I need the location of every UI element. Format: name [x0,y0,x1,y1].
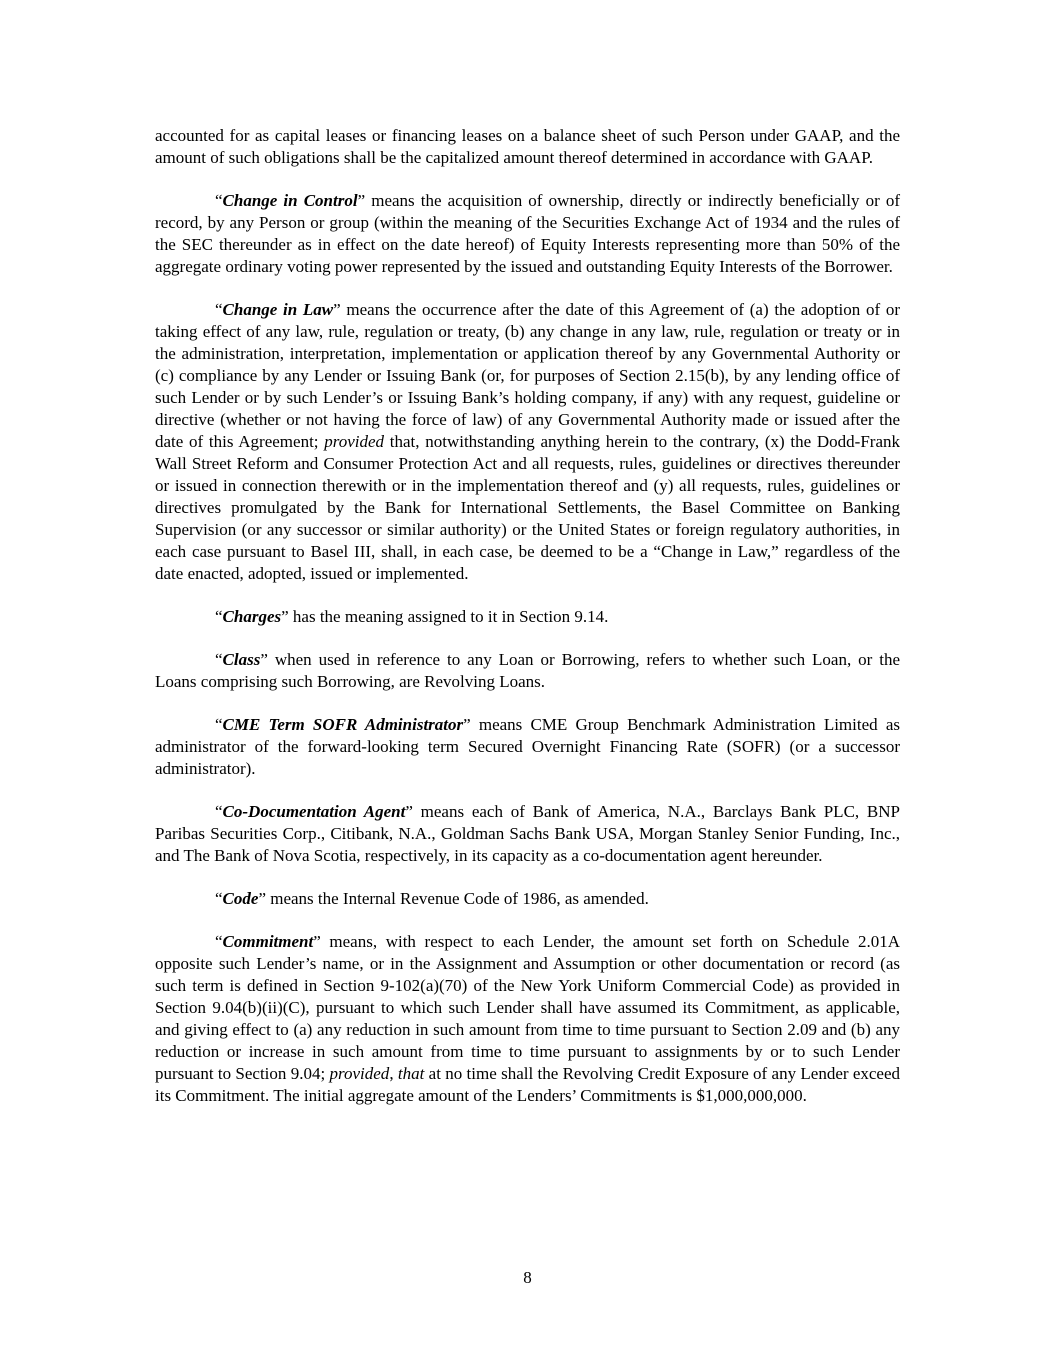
definition-text: means CME Group Benchmark Administration Limited as administrator of the forward-looking term Secured Overnight Financing Rate (SOFR) (or a successor administrator). [155,715,900,778]
definition-commitment: “Commitment” means, with respect to each Lender, the amount set forth on Schedule 2.01A opposite such Lender’s name, or in the Assignment and Assumption or other documentation or record (as such term is defined in Section 9-102(a)(70) of the New York Uniform Commercial Code) as provided in Section 9.04(b)(ii)(C), pursuant to which such Lender shall have assumed its Commitment, as applicable, and giving effect to (a) any reduction in such amount from time to time pursuant to Section 2.09 and (b) any reduction or increase in such amount from time to time pursuant to assignments by or to such Lender pursuant to Section 9.04; provided, that at no time shall the Revolving Credit Exposure of any Lender exceed its Commitment. The initial aggregate amount of the Lenders’ Commitments is $1,000,000,000. [155,932,901,1105]
definition-charges: “Charges” has the meaning assigned to it in Section 9.14. [215,607,609,626]
defined-term: Change in Control [222,191,358,210]
definition-class: “Class” when used in reference to any Loan or Borrowing, refers to whether such Loan, or the Loans comprising such Borrowing, are Revolving Loans. [155,650,900,691]
italic-that: that [397,1064,425,1083]
defined-term: Class [222,650,261,669]
definition-text: means the occurrence after the date of this Agreement of (a) the adoption of or taking effect of any law, rule, regulation or treaty, (b) any change in any law, rule, regulation or treaty or in the administration, interpretation, implementation or application thereof by any Governmental Authority or (c) compliance by any Lender or Issuing Bank (or, for purposes of Section 2.15(b), by any lending office of such Lender or by such Lender’s or Issuing Bank’s holding company, if any) with any request, guideline or directive (whether or not having the force of law) of any Governmental Authority made or issued after the date of this Agreement; [155,300,900,451]
defined-term: Co-Documentation Agent [222,802,406,821]
defined-term: Code [222,889,259,908]
definition-text: means the Internal Revenue Code of 1986, as amended. [265,889,649,908]
definition-text: that, notwithstanding anything herein to the contrary, (x) the Dodd-Frank Wall Street Reform and Consumer Protection Act and all requests, rules, guidelines or directives thereunder or issued in connection therewith or in the implementation thereof and (y) all requests, rules, guidelines or directives promulgated by the Bank for International Settlements, the Basel Committee on Banking Supervision (or any successor or similar authority) or the United States or foreign regulatory authorities, in each case pursuant to Basel III, shall, in each case, be deemed to be a “Change in Law,” regardless of the date enacted, adopted, issued or implemented. [155,432,900,583]
definition-text: means each of Bank of America, N.A., Barclays Bank PLC, BNP Paribas Securities Corp., Citibank, N.A., Goldman Sachs Bank USA, Morgan Stanley Senior Funding, Inc., and The Bank of Nova Scotia, respectively, in its capacity as a co-documentation agent hereunder. [155,802,900,865]
defined-term: Change in Law [222,300,334,319]
defined-term: Commitment [222,932,314,951]
definition-text: when used in reference to any Loan or Borrowing, refers to whether such Loan, or the Loans comprising such Borrowing, are Revolving Loans. [155,650,900,691]
definition-text: means the acquisition of ownership, directly or indirectly beneficially or of record, by any Person or group (within the meaning of the Securities Exchange Act of 1934 and the rules of the SEC thereunder as in effect on the date hereof) of Equity Interests representing more than 50% of the aggregate ordinary voting power represented by the issued and outstanding Equity Interests of the Borrower. [155,191,900,276]
defined-term: Charges [222,607,282,626]
italic-proviso: provided [324,432,385,451]
definition-co-documentation-agent: “Co-Documentation Agent” means each of Bank of America, N.A., Barclays Bank PLC, BNP Paribas Securities Corp., Citibank, N.A., Goldman Sachs Bank USA, Morgan Stanley Senior Funding, Inc., and The Bank of Nova Scotia, respectively, in its capacity as a co-documentation agent hereunder. [155,802,900,865]
defined-term: CME Term SOFR Administrator [222,715,464,734]
document-page [155,125,900,1128]
definition-text: has the meaning assigned to it in Section 9.14. [288,607,609,626]
definition-change-in-control: “Change in Control” means the acquisition of ownership, directly or indirectly beneficially or of record, by any Person or group (within the meaning of the Securities Exchange Act of 1934 and the rules of the SEC thereunder as in effect on the date hereof) of Equity Interests representing more than 50% of the aggregate ordinary voting power represented by the issued and outstanding Equity Interests of the Borrower. [155,191,900,276]
definition-code: “Code” means the Internal Revenue Code of 1986, as amended. [215,889,649,908]
italic-proviso: provided [329,1064,390,1083]
definition-text: , [389,1064,398,1083]
page-number: 8 [523,1268,532,1287]
continuation-paragraph: accounted for as capital leases or financing leases on a balance sheet of such Person under GAAP, and the amount of such obligations shall be the capitalized amount thereof determined in accordance with GAAP. [155,126,900,167]
definition-text: at no time shall the Revolving Credit Exposure of any Lender exceed its Commitment. The initial aggregate amount of the Lenders’ Commitments is $1,000,000,000. [155,1064,901,1105]
definition-cme-term-sofr-administrator: “CME Term SOFR Administrator” means CME Group Benchmark Administration Limited as administrator of the forward-looking term Secured Overnight Financing Rate (SOFR) (or a successor administrator). [155,715,900,778]
definition-text: means, with respect to each Lender, the amount set forth on Schedule 2.01A opposite such Lender’s name, or in the Assignment and Assumption or other documentation or record (as such term is defined in Section 9-102(a)(70) of the New York Uniform Commercial Code) as provided in Section 9.04(b)(ii)(C), pursuant to which such Lender shall have assumed its Commitment, as applicable, and giving effect to (a) any reduction in such amount from time to time pursuant to Section 2.09 and (b) any reduction or increase in such amount from time to time pursuant to assignments by or to such Lender pursuant to Section 9.04; [155,932,900,1083]
definition-change-in-law: “Change in Law” means the occurrence after the date of this Agreement of (a) the adoption of or taking effect of any law, rule, regulation or treaty, (b) any change in any law, rule, regulation or treaty or in the administration, interpretation, implementation or application thereof by any Governmental Authority or (c) compliance by any Lender or Issuing Bank (or, for purposes of Section 2.15(b), by any lending office of such Lender or by such Lender’s or Issuing Bank’s holding company, if any) with any request, guideline or directive (whether or not having the force of law) of any Governmental Authority made or issued after the date of this Agreement; provided that, notwithstanding anything herein to the contrary, (x) the Dodd-Frank Wall Street Reform and Consumer Protection Act and all requests, rules, guidelines or directives thereunder or issued in connection therewith or in the implementation thereof and (y) all requests, rules, guidelines or directives promulgated by the Bank for International Settlements, the Basel Committee on Banking Supervision (or any successor or similar authority) or the United States or foreign regulatory authorities, in each case pursuant to Basel III, shall, in each case, be deemed to be a “Change in Law,” regardless of the date enacted, adopted, issued or implemented. [155,300,900,583]
